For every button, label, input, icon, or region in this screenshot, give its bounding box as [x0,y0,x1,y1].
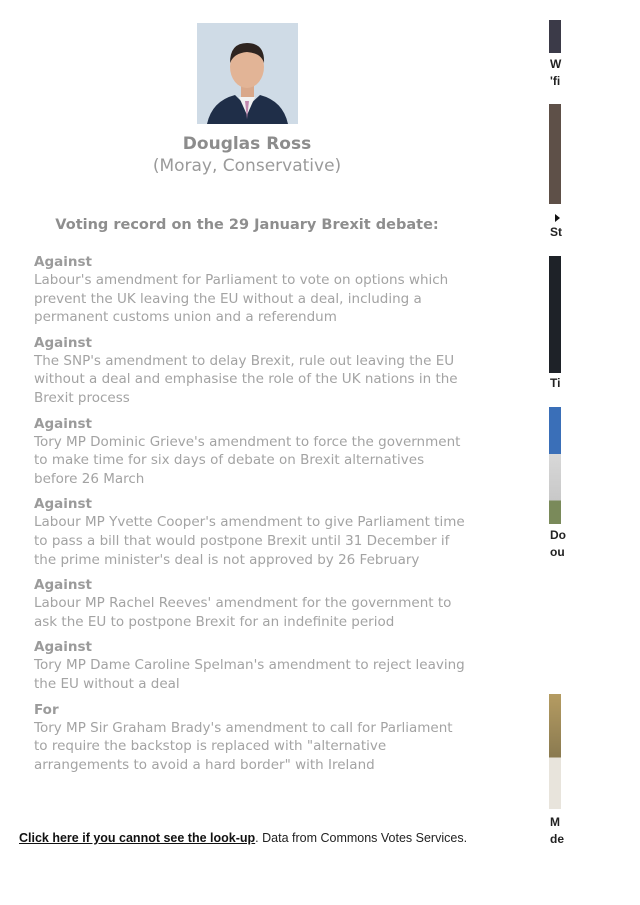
vote-item [34,495,466,569]
vote-item [34,638,466,693]
story-headline-line: ou [550,545,565,559]
amendment-description: Tory MP Sir Graham Brady's amendment to call for Parliament to require the backstop is replaced with "alternative arrangements to avoid a hard border" with Ireland [34,719,453,773]
vote-item [34,253,466,327]
voting-record-heading: Voting record on the 29 January Brexit debate: [55,217,439,233]
story-thumbnail[interactable] [549,104,561,204]
story-headline[interactable] [550,375,560,392]
story-headline[interactable] [550,814,564,848]
vote-position: For [34,701,59,718]
vote-position: Against [34,496,92,513]
mp-name: Douglas Ross [182,134,312,154]
vote-item [34,415,466,489]
amendment-description: Labour's amendment for Parliament to vote on options which prevent the UK leaving the EU without a deal, including a permanent customs union and a referendum [34,272,449,326]
story-thumbnail[interactable] [549,256,561,373]
story-headline-line: St [550,225,562,239]
lookup-help-link[interactable]: Click here if you cannot see the look-up [19,831,256,845]
vote-position: Against [34,254,92,270]
related-stories-column [549,0,566,905]
vote-item [34,576,466,631]
mp-portrait [197,23,298,124]
story-headline-line: W [550,57,562,71]
story-thumbnail[interactable] [549,20,561,53]
mp-constituency: (Moray, Conservative) [152,156,342,176]
story-headline-line: de [550,832,565,846]
vote-position: Against [34,639,92,656]
video-play-icon [549,208,561,218]
story-headline-line: Ti [550,376,561,390]
vote-item [34,701,466,775]
vote-item [34,334,466,408]
story-thumbnail[interactable] [549,407,561,524]
story-headline[interactable] [550,224,562,241]
story-thumbnail[interactable] [549,694,561,809]
amendment-description: Labour MP Rachel Reeves' amendment for the government to ask the EU to postpone Brexit for an indefinite period [34,595,452,630]
lookup-footer [19,831,467,845]
story-headline[interactable] [550,527,566,561]
amendment-description: The SNP's amendment to delay Brexit, rule out leaving the EU without a deal and emphasise the role of the UK nations in the Brexit process [34,352,458,406]
story-headline[interactable] [550,56,561,90]
vote-position: Against [34,415,92,432]
amendment-description: Tory MP Dominic Grieve's amendment to force the government to make time for six days of debate on Brexit alternatives before 26 March [34,433,461,487]
mp-portrait-image [197,23,298,124]
data-source-note: . Data from Commons Votes Services. [255,831,468,845]
story-headline-line: M [550,815,560,829]
story-headline-line: 'fi [550,74,561,88]
amendment-description: Labour MP Yvette Cooper's amendment to give Parliament time to pass a bill that would postpone Brexit until 31 December if the prime minister's deal is not approved by 26 February [34,514,465,568]
story-headline-line: Do [550,528,566,542]
amendment-description: Tory MP Dame Caroline Spelman's amendment to reject leaving the EU without a deal [34,657,465,692]
votes-list [34,253,466,781]
vote-position: Against [34,334,92,351]
vote-position: Against [34,577,92,594]
